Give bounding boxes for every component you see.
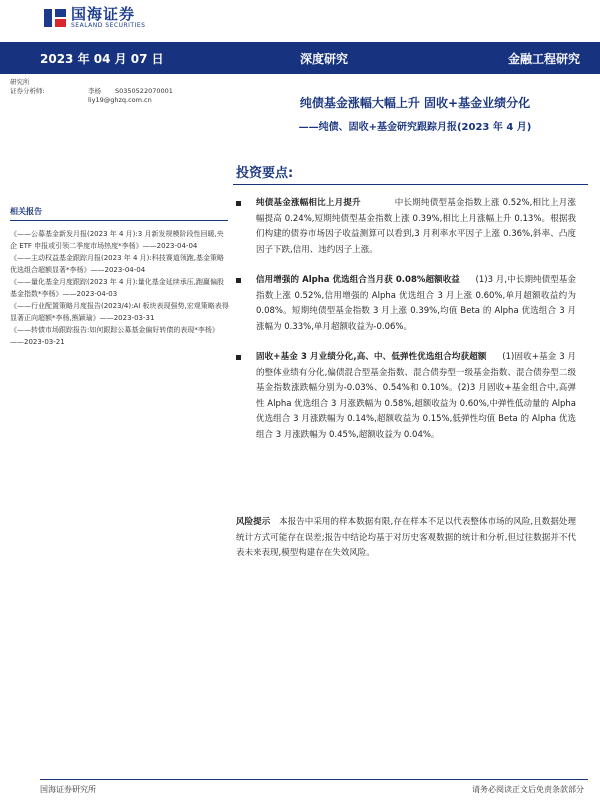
analyst-role: 证券分析师:: [10, 87, 45, 95]
risk-lead: 风险提示: [236, 517, 271, 527]
logo-name-en: SEALAND SECURITIES: [71, 22, 146, 29]
related-reports-list: [10, 228, 230, 348]
related-report-item[interactable]: 《——量化基金月度跟踪(2023 年 4 月):量化基金延续承压,跑赢偏股基金指数*李杨》——2023-04-03: [10, 278, 224, 298]
related-divider: [10, 220, 228, 221]
square-bullet-icon: [236, 278, 241, 283]
risk-body: 本报告中采用的样本数据有限,存在样本不足以代表整体市场的风险,且数据处理统计方式可能存在误差;报告中结论均基于对历史客观数据的统计和分析,但过往数据并不代表未来表现,模型构建存在失效风险。: [236, 517, 576, 558]
analyst-name: 李杨: [88, 87, 101, 95]
analyst-email[interactable]: liy19@ghzq.com.cn: [88, 96, 152, 104]
report-category: 深度研究: [300, 52, 349, 66]
investment-point: [236, 273, 576, 335]
footer-divider: [40, 779, 588, 780]
header-bar: [0, 42, 600, 74]
investment-points-heading: 投资要点:: [236, 166, 294, 181]
related-report-item[interactable]: 《——转债市场跟踪报告:如何跟踪公募基金偏好转债的表现*李杨》——2023-03-21: [10, 326, 219, 346]
related-report-item[interactable]: 《——主动权益基金跟踪月报(2023 年 4 月):科技赛道领跑,基金策略优选组合超额显著*李杨》——2023-04-04: [10, 254, 224, 274]
logo-name-cn: 国海证券: [71, 5, 136, 23]
investment-points: [236, 196, 576, 458]
risk-warning: [236, 515, 576, 562]
square-bullet-icon: [236, 201, 241, 206]
report-date: 2023 年 04 月 07 日: [40, 52, 164, 66]
footer-disclaimer: 请务必阅读正文后免责条款部分: [472, 785, 584, 794]
point-body: (1)固收+基金 3 月的整体业绩有分化,偏债混合型基金指数、混合债券型一级基金指数、混合债券型二级基金指数涨跌幅分别为-0.03%、0.54%和 0.10%。(2)3 月固收+基金组合中,高弹性 Alpha 优选组合 3 月涨跌幅为 0.58%,超额收益为 0.60%,中弹性低动量的 Alpha 优选组合 3 月涨跌幅为 0.14%,超额收益为 0.15%,低弹性均值 Beta 的 Alpha 优选组合 3 月涨跌幅为 0.45%,超额收益为 0.04%。: [256, 352, 577, 440]
logo-icon: [44, 7, 66, 29]
point-body: 中长期纯债型基金指数上涨 0.52%,相比上月涨幅提高 0.24%,短期纯债型基金指数上涨 0.39%,相比上月涨幅上升 0.13%。根据我们构建的债券市场因子收益测算可以看到,3 月利率水平因子上涨 0.36%,斜率、凸度因子下跌,信用、违约因子上涨。: [256, 198, 576, 255]
section-divider: [233, 184, 588, 185]
related-report-item[interactable]: 《——行业配置策略月度报告(2023/4):AI 板块表现强势,宏观策略表得显著正向超额*李杨,熊颖瑜》——2023-03-31: [10, 302, 229, 322]
square-bullet-icon: [236, 355, 241, 360]
point-lead: 信用增强的 Alpha 优选组合当月获 0.08%超额收益: [256, 275, 460, 285]
point-lead: 纯债基金涨幅相比上月提升: [256, 198, 361, 208]
footer-org: 国海证券研究所: [40, 785, 96, 794]
analyst-info: [10, 78, 173, 105]
company-logo: [44, 6, 145, 29]
investment-point: [236, 350, 576, 443]
report-series: 金融工程研究: [507, 52, 580, 66]
report-title: 纯债基金涨幅大幅上升 固收+基金业绩分化: [299, 96, 531, 110]
analyst-org: 研究所: [10, 78, 30, 86]
related-reports-heading: 相关报告: [10, 207, 42, 216]
analyst-license: S0350522070001: [115, 87, 173, 95]
related-report-item[interactable]: 《——公募基金新发月报(2023 年 4 月):3 月新发规模阶段性回暖,央企 ETF 申报或引领二季度市场热度*李杨》——2023-04-04: [10, 230, 224, 250]
point-body: (1)3 月,中长期纯债型基金指数上涨 0.52%,信用增强的 Alpha 优选组合 3 月上涨 0.60%,单月超额收益约为 0.08%。短期纯债型基金指数 3 月上涨 0.39%,均值 Beta 的 Alpha 优选组合 3 月涨幅为 0.33%,单月超额收益为-0.06%。: [256, 275, 576, 332]
report-subtitle: ——纯债、固收+基金研究跟踪月报(2023 年 4 月): [298, 122, 532, 133]
investment-point: [236, 196, 576, 258]
point-lead: 固收+基金 3 月业绩分化,高、中、低弹性优选组合均获超额: [256, 352, 487, 362]
